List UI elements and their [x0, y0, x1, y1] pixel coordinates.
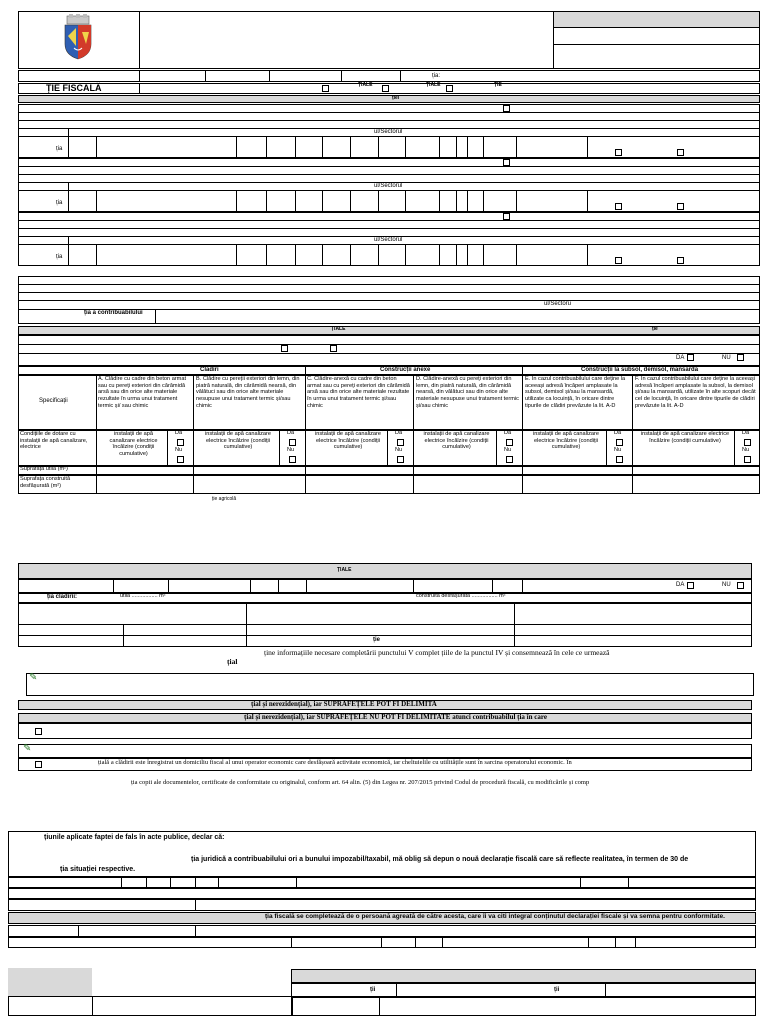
- building-tie: ție: [652, 326, 658, 332]
- mid-checkbox-3[interactable]: [35, 728, 42, 735]
- mid-grid: [18, 603, 752, 647]
- checkbox-da[interactable]: [687, 354, 694, 361]
- install-desc: instalații de apă canalizare electrice încălzire (condiții cumulative): [423, 431, 490, 451]
- bottom-left-shade: [8, 968, 92, 996]
- install-no: Nu: [287, 447, 295, 453]
- install-yes-checkbox[interactable]: [506, 439, 513, 446]
- address-sector-label: ul/Sectorul: [374, 237, 403, 243]
- checkbox-b2[interactable]: [330, 345, 337, 352]
- label-sup-utila: Suprafața utilă (m²): [20, 466, 68, 472]
- top-row-1: [18, 70, 760, 82]
- col-f-desc: F. În cazul contribuabilului care deține la aceeași adresă încăperi amplasate la subsol, la demisol și/sau la mansardă, utilizate în alte scopuri decât cel de locuință, în oricare dintre tipurile de clădiri prevăzute la lit. A-D: [635, 376, 756, 409]
- col-e-desc: E. În cazul contribuabilului care deține la aceeași adresă încăperi amplasate la subsol, demisol și/sau la mansardă, utilizate ca locuință, în oricare dintre tipurile de clădiri prevăzute la lit. A-D: [525, 376, 626, 409]
- label-cladiri: ția clădirii:: [47, 594, 78, 600]
- pencil-icon-1: ✎: [29, 672, 38, 683]
- address-sector-label: ul/Sectorul: [374, 183, 403, 189]
- install-yes-checkbox[interactable]: [289, 439, 296, 446]
- install-yes-checkbox[interactable]: [397, 439, 404, 446]
- address-sector-label: ul/Sectorul: [374, 129, 403, 135]
- install-yes: Da: [504, 430, 512, 436]
- bottom-right-row-2: [291, 997, 756, 1016]
- bottom-right-head: [291, 969, 756, 983]
- decl-row-2: [8, 888, 756, 899]
- mid-info-line: ține informațiile necesare completării punctului V complet țiile de la punctul IV și consemnează în cele ce urmează: [264, 648, 610, 657]
- mid-bar-1-text: țial și nerezidențial), iar SUPRAFEȚELE POT FI DELIMITA: [251, 700, 437, 708]
- col-b-desc: B. Clădire cu pereții exteriori din lemn, din piatră naturală, din cărămidă nearsă, din vălătuci sau din orice alte materiale nesupuse unui tratament termic și/sau chimic: [196, 376, 300, 409]
- title-row: [18, 83, 760, 94]
- label-tie: ȚIE: [494, 82, 502, 88]
- building-da: DA: [676, 355, 685, 361]
- checkbox-nu[interactable]: [737, 354, 744, 361]
- install-desc: instalații de apă canalizare electrice încălzire (condiții cumulative): [109, 431, 158, 458]
- label-conditii: Condițiile de dotare cu instalații de apă canalizare, electrice: [20, 431, 88, 451]
- install-no: Nu: [614, 447, 622, 453]
- bottom-left-box: [8, 996, 293, 1016]
- install-yes: Da: [395, 430, 403, 436]
- label-specificatii: Specificații: [39, 398, 68, 404]
- install-desc: instalații de apă canalizare electrice încălzire (condiții cumulative): [205, 431, 271, 451]
- bottom-right-row: [291, 983, 756, 997]
- install-yes: Da: [742, 430, 750, 436]
- label-tiale-2: ȚIALE: [426, 82, 441, 88]
- decl-row-5: [8, 937, 756, 948]
- mid-header-bar: [18, 563, 752, 579]
- building-nu: NU: [722, 355, 731, 361]
- install-no: Nu: [395, 447, 403, 453]
- checkbox-1[interactable]: [322, 85, 329, 92]
- label-agricola: ție agricolă: [212, 496, 237, 502]
- surface-row-2: [18, 475, 760, 494]
- contrib-sector: ul/Sectoru: [544, 301, 572, 307]
- install-no-checkbox[interactable]: [289, 456, 296, 463]
- address-checkbox[interactable]: [503, 159, 510, 166]
- address-checkbox[interactable]: [615, 203, 622, 210]
- group-subsol: Construcții la subsol, demisol, mansardă: [581, 367, 699, 373]
- install-no: Nu: [742, 447, 750, 453]
- bottom-label-2: ții: [554, 987, 560, 993]
- address-checkbox[interactable]: [677, 257, 684, 264]
- contrib-label: ția a contribuabilului: [84, 310, 143, 316]
- surface-row-1: [18, 466, 760, 475]
- decl-line-4: ția fiscală se completează de o persoană agreată de către acesta, care îi va citi integral conținutul declarației fiscale și va semna pentru conformitate.: [265, 913, 725, 920]
- label-sup-constr: Suprafața construită desfășurată (m²): [20, 476, 71, 489]
- decl-row-3: [8, 899, 756, 911]
- group-cladiri: Clădiri: [200, 367, 219, 373]
- address-tia-label: ția: [56, 200, 63, 206]
- install-yes-checkbox[interactable]: [744, 439, 751, 446]
- install-yes: Da: [614, 430, 622, 436]
- install-no-checkbox[interactable]: [506, 456, 513, 463]
- address-checkbox[interactable]: [677, 149, 684, 156]
- mid-note-2: ția copii ale documentelor, certificate de conformitate cu originalul, conform art. 64 alin. (5) din Legea nr. 207/2015 privind Codul de procedură fiscală, cu modificările și comp: [131, 779, 590, 786]
- install-no-checkbox[interactable]: [744, 456, 751, 463]
- mid-da: DA: [676, 582, 685, 588]
- install-yes-checkbox[interactable]: [177, 439, 184, 446]
- coat-of-arms-logo: [60, 14, 96, 60]
- decl-row-4: [8, 925, 756, 937]
- address-tia-label: ția: [56, 146, 63, 152]
- install-yes: Da: [287, 430, 295, 436]
- mid-box-2: [18, 723, 752, 739]
- label-constr: construită desfășurată ................. m²: [416, 593, 506, 599]
- mid-bar-2-text: țial și nerezidențial), iar SUPRAFEȚELE NU POT FI DELIMITATE atunci contribuabilul ția în care: [244, 713, 547, 721]
- address-checkbox[interactable]: [503, 105, 510, 112]
- install-no: Nu: [175, 447, 183, 453]
- decl-line-3: ția situației respective.: [60, 866, 136, 873]
- pencil-icon-2: ✎: [23, 743, 32, 754]
- install-no-checkbox[interactable]: [616, 456, 623, 463]
- mid-note-1: țială a clădirii este înregistrat un domiciliu fiscal al unui operator economic care desfășoară activitate economică, iar cheltuielile cu utilitățile sunt în sarcina operatorului economic. În: [98, 759, 572, 766]
- decl-line-2: ția juridică a contribuabilului ori a bunului impozabil/taxabil, mă oblig să depun o nouă declarație fiscală care să reflecte realitatea, în termen de 30 de: [191, 856, 689, 863]
- building-rows-top: [18, 335, 760, 366]
- mid-input-box[interactable]: [26, 673, 754, 696]
- mid-label-tie: ție: [373, 637, 381, 643]
- checkbox-b1[interactable]: [281, 345, 288, 352]
- mid-checkbox-nu[interactable]: [737, 582, 744, 589]
- label-utila: utilă ................. m²: [120, 593, 166, 599]
- address-checkbox[interactable]: [615, 257, 622, 264]
- install-no-checkbox[interactable]: [177, 456, 184, 463]
- install-no-checkbox[interactable]: [397, 456, 404, 463]
- checkbox-2[interactable]: [382, 85, 389, 92]
- install-desc: instalații de apă canalizare electrice încălzire (condiții cumulative): [315, 431, 381, 451]
- label-tia: ția:: [432, 73, 441, 79]
- address-tia-label: ția: [56, 254, 63, 260]
- install-desc: instalații de apă canalizare electrice încălzire (condiții cumulative): [640, 431, 730, 444]
- mid-checkbox-4[interactable]: [35, 761, 42, 768]
- install-yes: Da: [175, 430, 183, 436]
- checkbox-3[interactable]: [446, 85, 453, 92]
- mid-nu: NU: [722, 582, 731, 588]
- mid-tial: țial: [227, 657, 238, 666]
- col-c-desc: C. Clădire-anexă cu cadre din beton armat sau cu pereți exteriori din cărămidă arsă sau din orice alte materiale rezultate în urma unui tratament termic și/sau chimic: [307, 376, 410, 409]
- mid-box-3: [18, 744, 752, 758]
- col-a-desc: A. Clădire cu cadre din beton armat sau cu pereți exteriori din cărămidă arsă sau din orice alte materiale rezultate în urma unui tratament termic și/ sau chimic: [98, 376, 186, 409]
- mid-tiale: ȚIALE: [337, 567, 352, 573]
- install-yes-checkbox[interactable]: [616, 439, 623, 446]
- mid-row-1: [18, 579, 752, 593]
- form-title: ȚIE FISCALĂ: [46, 83, 102, 93]
- bottom-label-1: ții: [370, 987, 376, 993]
- building-header-bar: [18, 326, 760, 335]
- address-checkbox[interactable]: [503, 213, 510, 220]
- group-anexe: Construcții anexe: [380, 367, 431, 373]
- col-d-desc: D. Clădire-anexă cu pereți exteriori din lemn, din piatră naturală, din cărămidă nearsă, din vălătuci sau din orice alte materiale nesupuse unui tratament termic și/sau chimic: [416, 376, 519, 409]
- address-checkbox[interactable]: [677, 203, 684, 210]
- install-no: Nu: [504, 447, 512, 453]
- section-bar-tiei: [18, 95, 760, 103]
- label-tiale-1: ȚIALE: [358, 82, 373, 88]
- install-desc: instalații de apă canalizare electrice încălzire (condiții cumulative): [533, 431, 599, 451]
- address-checkbox[interactable]: [615, 149, 622, 156]
- decl-line-1: țiunile aplicate faptei de fals în acte publice, declar că:: [44, 834, 225, 841]
- label-tiei: ției: [392, 95, 400, 101]
- mid-checkbox-da[interactable]: [687, 582, 694, 589]
- building-tiale: ȚIALE: [331, 326, 346, 332]
